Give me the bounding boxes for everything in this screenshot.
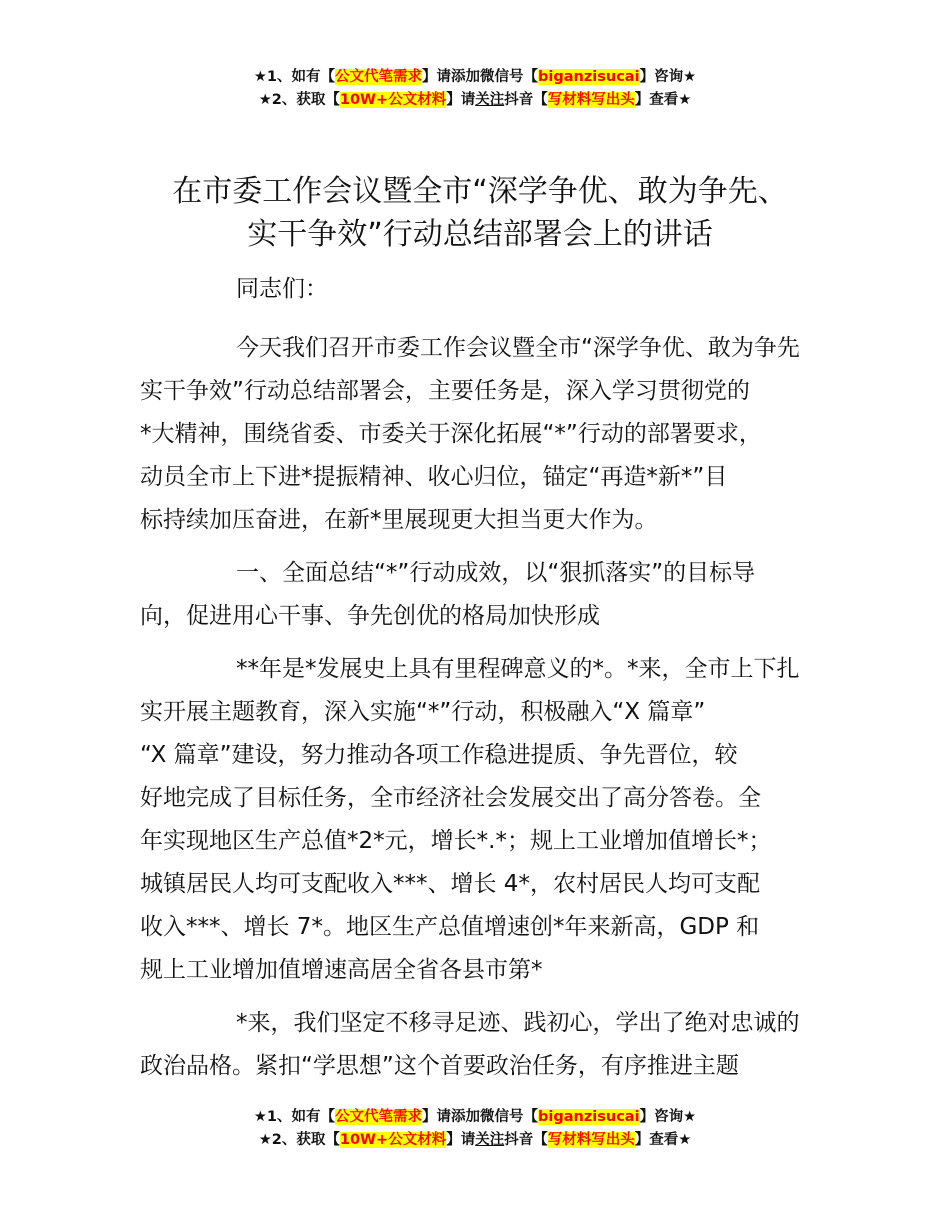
promo-text: ★1、如有【 xyxy=(253,69,336,85)
promo-text: ★1、如有【 xyxy=(253,1109,336,1125)
section-heading-1 xyxy=(140,552,840,638)
document-body xyxy=(140,268,840,1088)
promo-text: 抖音【 xyxy=(504,92,548,108)
paragraph-line: *来，我们坚定不移寻足迹、践初心，学出了绝对忠诚的 xyxy=(236,1010,800,1036)
promo-text: 】请 xyxy=(446,1132,476,1148)
promo-text: 】咨询★ xyxy=(639,1109,697,1125)
paragraph-line: *大精神，围绕省委、市委关于深化拓展“*”行动的部署要求， xyxy=(140,421,762,447)
paragraph-line: 规上工业增加值增速高居全省各县市第* xyxy=(140,957,543,983)
paragraph-line: 城镇居民人均可支配收入***、增长 4*，农村居民人均可支配 xyxy=(140,871,760,897)
header-promo xyxy=(0,66,950,112)
promo-text: ★2、获取【 xyxy=(258,92,340,108)
paragraph-line: 一、全面总结“*”行动成效，以“狠抓落实”的目标导 xyxy=(236,560,756,586)
paragraph-intro xyxy=(140,327,840,542)
paragraph-line: 实开展主题教育，深入实施“*”行动，积极融入“X 篇章” xyxy=(140,699,706,725)
paragraph-line: 标持续加压奋进，在新*里展现更大担当更大作为。 xyxy=(140,507,658,533)
promo-line-1 xyxy=(0,1106,950,1129)
title-line-2: 实干争效”行动总结部署会上的讲话 xyxy=(247,217,713,252)
greeting xyxy=(140,268,840,311)
title-line-1: 在市委工作会议暨全市“深学争优、敢为争先、 xyxy=(172,174,788,209)
promo-follow: 关注 xyxy=(475,1132,505,1148)
paragraph-line: 动员全市上下进*提振精神、收心归位，锚定“再造*新*”目 xyxy=(140,464,728,490)
document-title xyxy=(120,170,840,256)
promo-text: 】查看★ xyxy=(634,1132,692,1148)
promo-highlight: 写材料写出头 xyxy=(547,92,635,108)
promo-highlight: 10W+公文材料 xyxy=(339,1132,447,1148)
promo-text: 】请添加微信号【 xyxy=(422,1109,539,1125)
promo-text: 】请 xyxy=(446,92,476,108)
promo-wechat-id: biganzisucai xyxy=(538,69,640,85)
promo-line-2 xyxy=(0,89,950,112)
promo-follow: 关注 xyxy=(475,92,505,108)
promo-highlight: 写材料写出头 xyxy=(547,1132,635,1148)
paragraph-line: 向，促进用心干事、争先创优的格局加快形成 xyxy=(140,603,600,629)
paragraph-line: 收入***、增长 7*。地区生产总值增速创*年来新高，GDP 和 xyxy=(140,914,760,940)
promo-line-1 xyxy=(0,66,950,89)
promo-highlight: 公文代笔需求 xyxy=(335,69,423,85)
paragraph-line: “X 篇章”建设，努力推动各项工作稳进提质、争先晋位，较 xyxy=(140,742,738,768)
promo-line-2 xyxy=(0,1129,950,1152)
paragraph-loyalty xyxy=(140,1002,840,1088)
promo-text: 】查看★ xyxy=(634,92,692,108)
promo-text: 】请添加微信号【 xyxy=(422,69,539,85)
promo-highlight: 10W+公文材料 xyxy=(339,92,447,108)
paragraph-line: 年实现地区生产总值*2*元，增长*.*；规上工业增加值增长*； xyxy=(140,828,772,854)
promo-wechat-id: biganzisucai xyxy=(538,1109,640,1125)
promo-text: 抖音【 xyxy=(504,1132,548,1148)
paragraph-line: 实干争效”行动总结部署会，主要任务是，深入学习贯彻党的 xyxy=(140,378,750,404)
paragraph-line: **年是*发展史上具有里程碑意义的*。*来，全市上下扎 xyxy=(236,656,800,682)
paragraph-line: 政治品格。紧扣“学思想”这个首要政治任务，有序推进主题 xyxy=(140,1053,739,1079)
greeting-text: 同志们： xyxy=(236,276,328,302)
paragraph-line: 今天我们召开市委工作会议暨全市“深学争优、敢为争先 xyxy=(236,335,800,361)
paragraph-line: 好地完成了目标任务，全市经济社会发展交出了高分答卷。全 xyxy=(140,785,761,811)
promo-text: 】咨询★ xyxy=(639,69,697,85)
paragraph-achievements xyxy=(140,648,840,992)
promo-highlight: 公文代笔需求 xyxy=(335,1109,423,1125)
footer-promo xyxy=(0,1106,950,1152)
promo-text: ★2、获取【 xyxy=(258,1132,340,1148)
